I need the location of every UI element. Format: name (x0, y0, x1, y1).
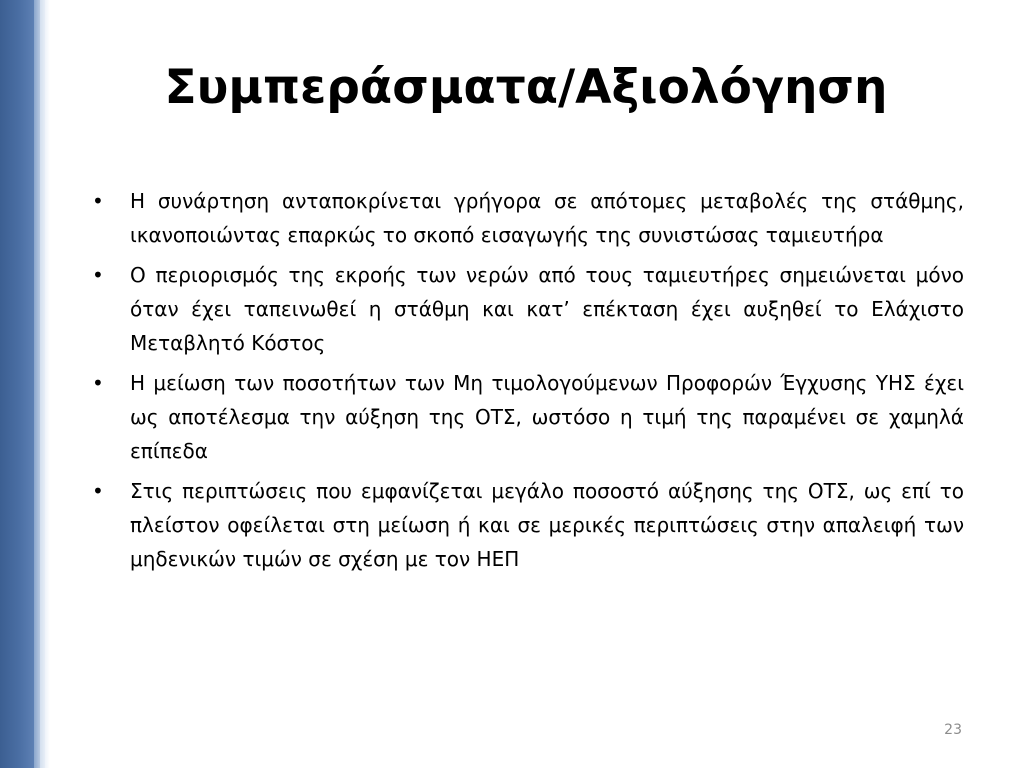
bullet-list (92, 184, 964, 582)
page-number: 23 (944, 722, 962, 738)
bullet-icon: • (92, 479, 104, 503)
bullet-icon: • (92, 189, 104, 213)
bullet-item (92, 184, 964, 252)
bullet-text: Στις περιπτώσεις που εμφανίζεται μεγάλο ποσοστό αύξησης της ΟΤΣ, ως επί το πλείστον οφείλεται στη μείωση ή και σε μερικές περιπτώσεις στην απαλειφή των μηδενικών τιμών σε σχέση με τον ΗΕΠ (130, 479, 964, 571)
bullet-icon: • (92, 371, 104, 395)
bullet-item (92, 474, 964, 576)
bullet-text: Ο περιορισμός της εκροής των νερών από τους ταμιευτήρες σημειώνεται μόνο όταν έχει ταπεινωθεί η στάθμη και κατ’ επέκταση έχει αυξηθεί το Ελάχιστο Μεταβλητό Κόστος (130, 263, 964, 355)
left-accent-stripe (45, 0, 50, 768)
bullet-item (92, 366, 964, 468)
bullet-text: Η μείωση των ποσοτήτων των Μη τιμολογούμενων Προφορών Έγχυσης ΥΗΣ έχει ως αποτέλεσμα την αύξηση της ΟΤΣ, ωστόσο η τιμή της παραμένει σε χαμηλά επίπεδα (130, 371, 964, 463)
bullet-icon: • (92, 263, 104, 287)
bullet-text: Η συνάρτηση ανταποκρίνεται γρήγορα σε απότομες μεταβολές της στάθμης, ικανοποιώντας επαρκώς το σκοπό εισαγωγής της συνιστώσας ταμιευτήρα (130, 189, 964, 247)
left-accent-bar (0, 0, 34, 768)
slide-title: Συμπεράσματα/Αξιολόγηση (164, 60, 888, 115)
bullet-item (92, 258, 964, 360)
